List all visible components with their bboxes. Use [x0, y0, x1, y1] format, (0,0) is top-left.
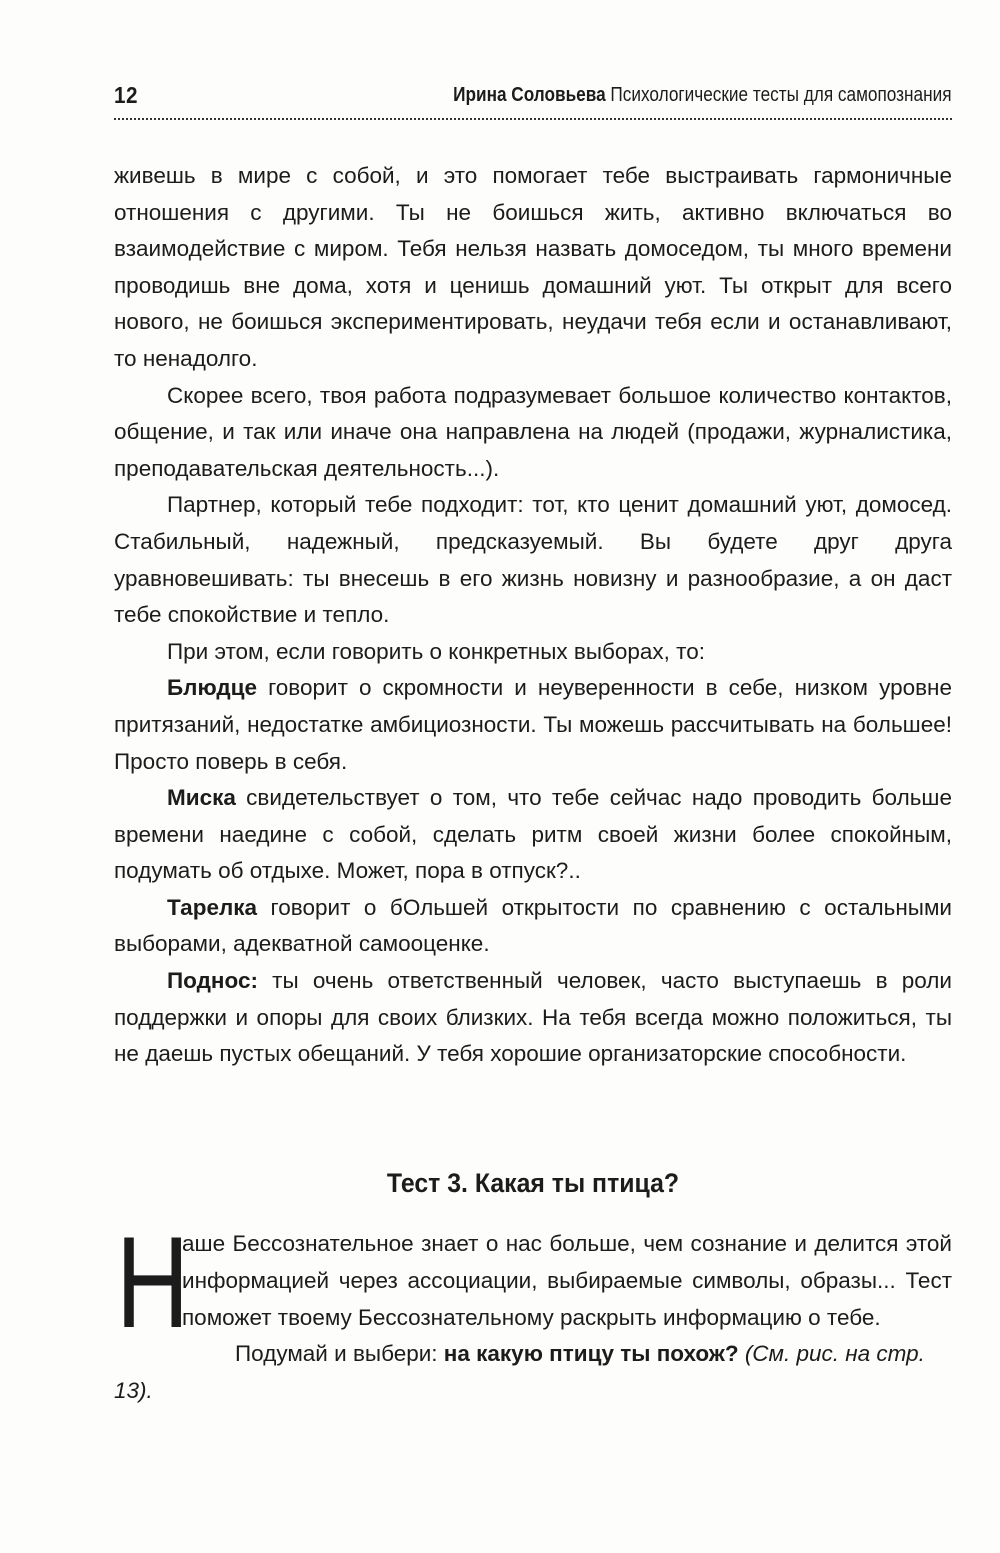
- choice-term: Поднос:: [167, 968, 258, 994]
- choice-plate: [114, 890, 952, 963]
- paragraph-work: Скорее всего, твоя работа подразумевает большое количество контактов, общение, и так или иначе она направлена на людей (продажи, журналистика, преподавательская деятельность...).: [114, 382, 952, 481]
- body-text: [114, 158, 952, 1073]
- choice-tray: [114, 963, 952, 1073]
- choice-description: говорит о скромности и неуверенности в себе, низком уровне притязаний, недостатке амбициозности. Ты можешь рассчитывать на большее! Просто поверь в себя.: [114, 675, 952, 774]
- test-question: [114, 1336, 952, 1410]
- drop-cap-letter: Н: [116, 1209, 190, 1355]
- author-name: Ирина Соловьева: [453, 84, 607, 106]
- section-intro: [114, 1209, 952, 1410]
- choice-term: Миска: [167, 785, 236, 811]
- choice-term: Тарелка: [167, 894, 258, 920]
- choice-term: Блюдце: [167, 675, 258, 701]
- intro-text: аше Бессознательное знает о нас больше, чем сознание и делится этой информацией через ассоциации, выбираемые символы, образы... Тест поможет твоему Бессознательному раскрыть информацию о тебе.: [182, 1231, 952, 1330]
- choice-description: свидетельствует о том, что тебе сейчас надо проводить больше времени наедине с собой, сделать ритм своей жизни более спокойным, подумать об отдыхе. Может, пора в отпуск?..: [114, 785, 952, 884]
- running-title: [454, 84, 952, 107]
- choice-bowl: [114, 780, 952, 890]
- header-dotted-rule: [114, 118, 952, 120]
- figure-reference: (См. рис. на стр. 13).: [114, 1341, 925, 1404]
- paragraph-continuation: живешь в мире с собой, и это помогает тебе выстраивать гармоничные отношения с другими. Ты не боишься жить, активно включаться во взаимодействие с миром. Тебя нельзя назвать домоседом, ты много времени проводишь вне дома, хотя и ценишь домашний уют. Ты открыт для всего нового, не боишься экспериментировать, неудачи тебя если и останавливают, то ненадолго.: [114, 163, 952, 371]
- question-text: на какую птицу ты похож?: [443, 1341, 739, 1367]
- book-title: Психологические тесты для самопознания: [610, 84, 952, 106]
- paragraph-choices-intro: При этом, если говорить о конкретных выборах, то:: [167, 638, 705, 664]
- paragraph-partner: Партнер, который тебе подходит: тот, кто ценит домашний уют, домосед. Стабильный, надежный, предсказуемый. Вы будете друг друга уравновешивать: ты внесешь в его жизнь новизну и разнообразие, а он даст тебе спокойствие и тепло.: [114, 492, 952, 628]
- running-header: [114, 82, 952, 116]
- choice-saucer: [114, 670, 952, 780]
- question-prefix: Подумай и выбери:: [235, 1341, 444, 1367]
- choice-description: говорит о бОльшей открытости по сравнению с остальными выборами, адекватной самооценке.: [114, 894, 952, 957]
- choice-description: ты очень ответственный человек, часто выступаешь в роли поддержки и опоры для своих близких. На тебя всегда можно положиться, ты не даешь пустых обещаний. У тебя хорошие организаторские способности.: [114, 968, 952, 1067]
- section-title: Тест 3. Какая ты птица?: [386, 1168, 680, 1198]
- page-number: 12: [114, 82, 138, 108]
